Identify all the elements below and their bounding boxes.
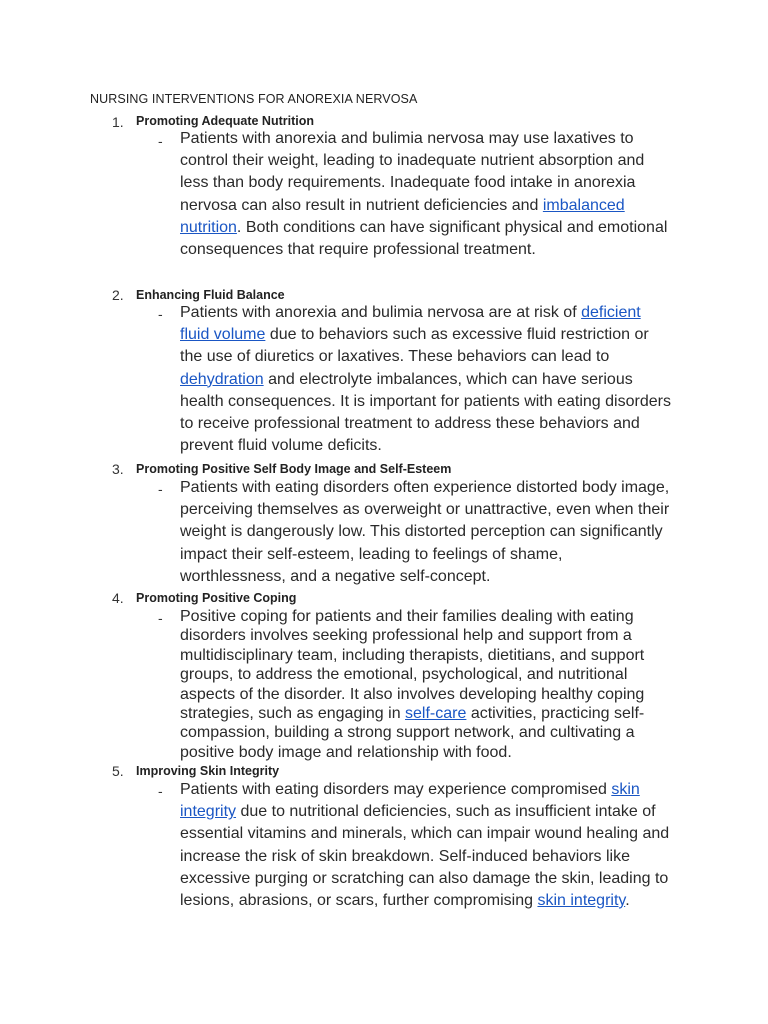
paragraph-text: and electrolyte imbalances, which can have serious health consequences. It is important for patients with eating disorders to receive professional treatment to address these behaviors and prevent fluid volume deficits. [180, 370, 671, 455]
item-paragraph [180, 607, 672, 762]
item-heading: Promoting Positive Coping [136, 591, 297, 605]
inline-link[interactable]: self-care [405, 705, 467, 723]
item-heading: Enhancing Fluid Balance [136, 288, 285, 302]
bullet-dash: - [158, 306, 163, 322]
item-number: 2. [112, 287, 124, 303]
bullet-dash: - [158, 783, 163, 799]
inline-link[interactable]: dehydration [180, 370, 264, 388]
paragraph-text: due to nutritional deficiencies, such as insufficient intake of essential vitamins and minerals, which can impair wound healing and increase the risk of skin breakdown. Self-induced behaviors like excessive purging or scratching can also damage the skin, leading to lesions, abrasions, or scars, further compromising [180, 803, 670, 910]
inline-link[interactable]: imbalanced nutrition [180, 196, 625, 236]
item-paragraph [180, 128, 672, 261]
item-heading: Promoting Adequate Nutrition [136, 114, 314, 128]
paragraph-text: Patients with eating disorders often experience distorted body image, perceiving themselves as overweight or unattractive, even when their weight is dangerously low. This distorted perception can significantly impact their self-esteem, leading to feelings of shame, worthlessness, and a negative self-concept. [180, 479, 670, 585]
paragraph-text: Patients with anorexia and bulimia nervosa are at risk of [180, 304, 582, 321]
bullet-dash: - [158, 610, 163, 626]
item-paragraph [180, 779, 672, 912]
bullet-dash: - [158, 481, 163, 497]
item-paragraph [180, 302, 672, 457]
paragraph-text: . [625, 892, 630, 910]
item-number: 3. [112, 461, 124, 477]
paragraph-text: Patients with anorexia and bulimia nervosa may use laxatives to control their weight, leading to inadequate nutrient absorption and less than body requirements. Inadequate food intake in anorexia nervosa can also result in nutrient deficiencies and [180, 130, 645, 214]
paragraph-text: . Both conditions can have significant physical and emotional consequences that require professional treatment. [180, 218, 668, 259]
item-number: 1. [112, 114, 124, 130]
inline-link[interactable]: skin integrity [537, 892, 626, 910]
paragraph-text: Positive coping for patients and their families dealing with eating disorders involves seeking professional help and support from a multidisciplinary team, including therapists, dietitians, and support groups, to address the emotional, psychological, and nutritional aspects of the disorder. It also involves developing healthy coping strategies, such as engaging in [180, 608, 645, 723]
paragraph-text: Patients with eating disorders may experience compromised [180, 781, 612, 798]
paragraph-text: activities, practicing self-compassion, building a strong support network, and cultivating a positive body image and relationship with food. [180, 705, 645, 761]
inline-link[interactable]: deficient fluid volume [180, 304, 641, 344]
item-number: 5. [112, 763, 124, 779]
item-heading: Promoting Positive Self Body Image and Self-Esteem [136, 462, 452, 476]
item-heading: Improving Skin Integrity [136, 764, 280, 778]
bullet-dash: - [158, 133, 163, 149]
item-paragraph [180, 477, 672, 588]
inline-link[interactable]: skin integrity [180, 781, 640, 821]
document-title: NURSING INTERVENTIONS FOR ANOREXIA NERVOSA [90, 92, 418, 106]
paragraph-text: due to behaviors such as excessive fluid restriction or the use of diuretics or laxatives. These behaviors can lead to [180, 326, 649, 366]
item-number: 4. [112, 590, 124, 606]
